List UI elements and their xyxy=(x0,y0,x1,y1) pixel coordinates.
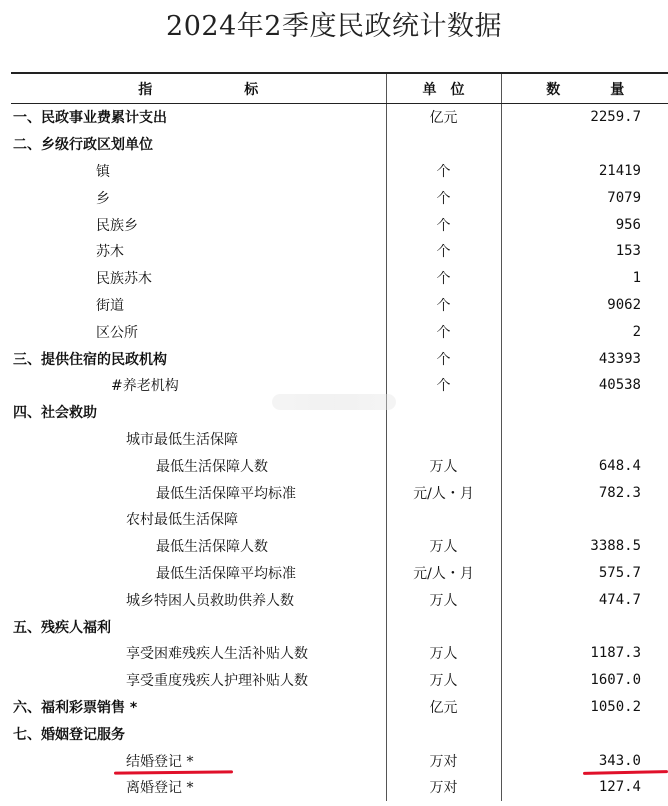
row-value: 3388.5 xyxy=(590,538,641,555)
table-row xyxy=(11,479,668,506)
page-title: 2024年2季度民政统计数据 xyxy=(166,11,502,42)
row-unit: 万人 xyxy=(386,586,501,613)
table-row xyxy=(11,104,668,131)
row-label: 七、婚姻登记服务 xyxy=(11,720,386,747)
row-value: 21419 xyxy=(598,162,641,179)
row-unit: 万人 xyxy=(386,533,501,560)
row-value: 43393 xyxy=(598,350,641,367)
row-label: 镇 xyxy=(11,158,386,185)
table-row xyxy=(11,211,668,238)
row-unit: 万人 xyxy=(386,452,501,479)
statistics-table xyxy=(11,74,668,801)
row-value: 153 xyxy=(615,243,641,260)
row-label: 城市最低生活保障 xyxy=(11,426,386,453)
table-row xyxy=(11,318,668,345)
row-unit: 个 xyxy=(386,184,501,211)
row-unit: 亿元 xyxy=(386,694,501,721)
header-unit xyxy=(386,74,501,104)
row-value xyxy=(501,399,668,426)
header-unit-char-1: 单 xyxy=(422,81,437,98)
table-row xyxy=(11,560,668,587)
table-row xyxy=(11,613,668,640)
row-unit xyxy=(386,720,501,747)
row-label: 民族乡 xyxy=(11,211,386,238)
row-unit: 元/人・月 xyxy=(386,479,501,506)
table-row xyxy=(11,506,668,533)
table-row xyxy=(11,747,668,774)
row-value xyxy=(501,720,668,747)
row-unit: 个 xyxy=(386,238,501,265)
table-row xyxy=(11,667,668,694)
row-label: 一、民政事业费累计支出 xyxy=(11,104,386,131)
table-row xyxy=(11,238,668,265)
row-label: 享受重度残疾人护理补贴人数 xyxy=(11,667,386,694)
row-label: 最低生活保障平均标准 xyxy=(11,560,386,587)
row-value: 7079 xyxy=(607,189,641,206)
row-label: 区公所 xyxy=(11,318,386,345)
table-row xyxy=(11,426,668,453)
row-unit: 个 xyxy=(386,265,501,292)
row-value: 648.4 xyxy=(598,457,641,474)
header-indicator xyxy=(11,74,386,104)
table-row xyxy=(11,345,668,372)
row-value: 956 xyxy=(615,216,641,233)
row-value: 40538 xyxy=(598,377,641,394)
row-unit: 元/人・月 xyxy=(386,560,501,587)
table-row xyxy=(11,533,668,560)
row-label: 街道 xyxy=(11,292,386,319)
row-value xyxy=(501,131,668,158)
header-indicator-char-2: 标 xyxy=(244,81,259,98)
row-label: 苏木 xyxy=(11,238,386,265)
row-label: #养老机构 xyxy=(11,372,386,399)
row-unit xyxy=(386,426,501,453)
statistics-table-container xyxy=(11,72,668,801)
table-row xyxy=(11,720,668,747)
blurred-watermark xyxy=(272,394,396,410)
header-value xyxy=(501,74,668,104)
row-label: 享受困难残疾人生活补贴人数 xyxy=(11,640,386,667)
table-row xyxy=(11,265,668,292)
row-value: 2259.7 xyxy=(590,109,641,126)
row-unit: 个 xyxy=(386,318,501,345)
header-value-char-2: 量 xyxy=(610,81,625,98)
row-value: 1607.0 xyxy=(590,672,641,689)
table-header-row xyxy=(11,74,668,104)
table-row xyxy=(11,774,668,801)
row-label: 离婚登记 * xyxy=(11,774,386,801)
row-label: 结婚登记 * xyxy=(11,747,386,774)
row-unit: 个 xyxy=(386,345,501,372)
row-unit: 万对 xyxy=(386,747,501,774)
row-unit: 个 xyxy=(386,211,501,238)
row-value: 9062 xyxy=(607,296,641,313)
row-value: 1 xyxy=(632,270,641,287)
table-row xyxy=(11,586,668,613)
row-unit: 亿元 xyxy=(386,104,501,131)
row-value xyxy=(501,426,668,453)
row-label: 最低生活保障人数 xyxy=(11,533,386,560)
row-label: 五、残疾人福利 xyxy=(11,613,386,640)
table-row xyxy=(11,694,668,721)
table-row xyxy=(11,452,668,479)
row-value: 127.4 xyxy=(598,779,641,796)
row-label: 四、社会救助 xyxy=(11,399,386,426)
row-unit xyxy=(386,613,501,640)
row-label: 三、提供住宿的民政机构 xyxy=(11,345,386,372)
row-unit xyxy=(386,131,501,158)
table-row xyxy=(11,184,668,211)
row-unit: 个 xyxy=(386,372,501,399)
row-value: 1187.3 xyxy=(590,645,641,662)
row-value xyxy=(501,613,668,640)
row-label: 六、福利彩票销售 * xyxy=(11,694,386,721)
row-label: 最低生活保障人数 xyxy=(11,452,386,479)
row-unit: 万人 xyxy=(386,640,501,667)
row-label: 城乡特困人员救助供养人数 xyxy=(11,586,386,613)
table-row xyxy=(11,131,668,158)
row-unit: 万对 xyxy=(386,774,501,801)
row-unit xyxy=(386,399,501,426)
row-value: 474.7 xyxy=(598,591,641,608)
row-value: 782.3 xyxy=(598,484,641,501)
row-unit: 万人 xyxy=(386,667,501,694)
row-unit: 个 xyxy=(386,292,501,319)
row-unit: 个 xyxy=(386,158,501,185)
row-label: 农村最低生活保障 xyxy=(11,506,386,533)
row-value: 575.7 xyxy=(598,564,641,581)
row-value xyxy=(501,506,668,533)
header-value-char-1: 数 xyxy=(546,81,561,98)
header-unit-char-2: 位 xyxy=(450,81,465,98)
table-row xyxy=(11,292,668,319)
row-label: 二、乡级行政区划单位 xyxy=(11,131,386,158)
table-row xyxy=(11,640,668,667)
row-label: 最低生活保障平均标准 xyxy=(11,479,386,506)
row-value: 2 xyxy=(632,323,641,340)
row-label: 民族苏木 xyxy=(11,265,386,292)
table-row xyxy=(11,158,668,185)
row-unit xyxy=(386,506,501,533)
row-label: 乡 xyxy=(11,184,386,211)
row-value: 343.0 xyxy=(598,752,641,769)
row-value: 1050.2 xyxy=(590,698,641,715)
header-indicator-char-1: 指 xyxy=(138,81,153,98)
